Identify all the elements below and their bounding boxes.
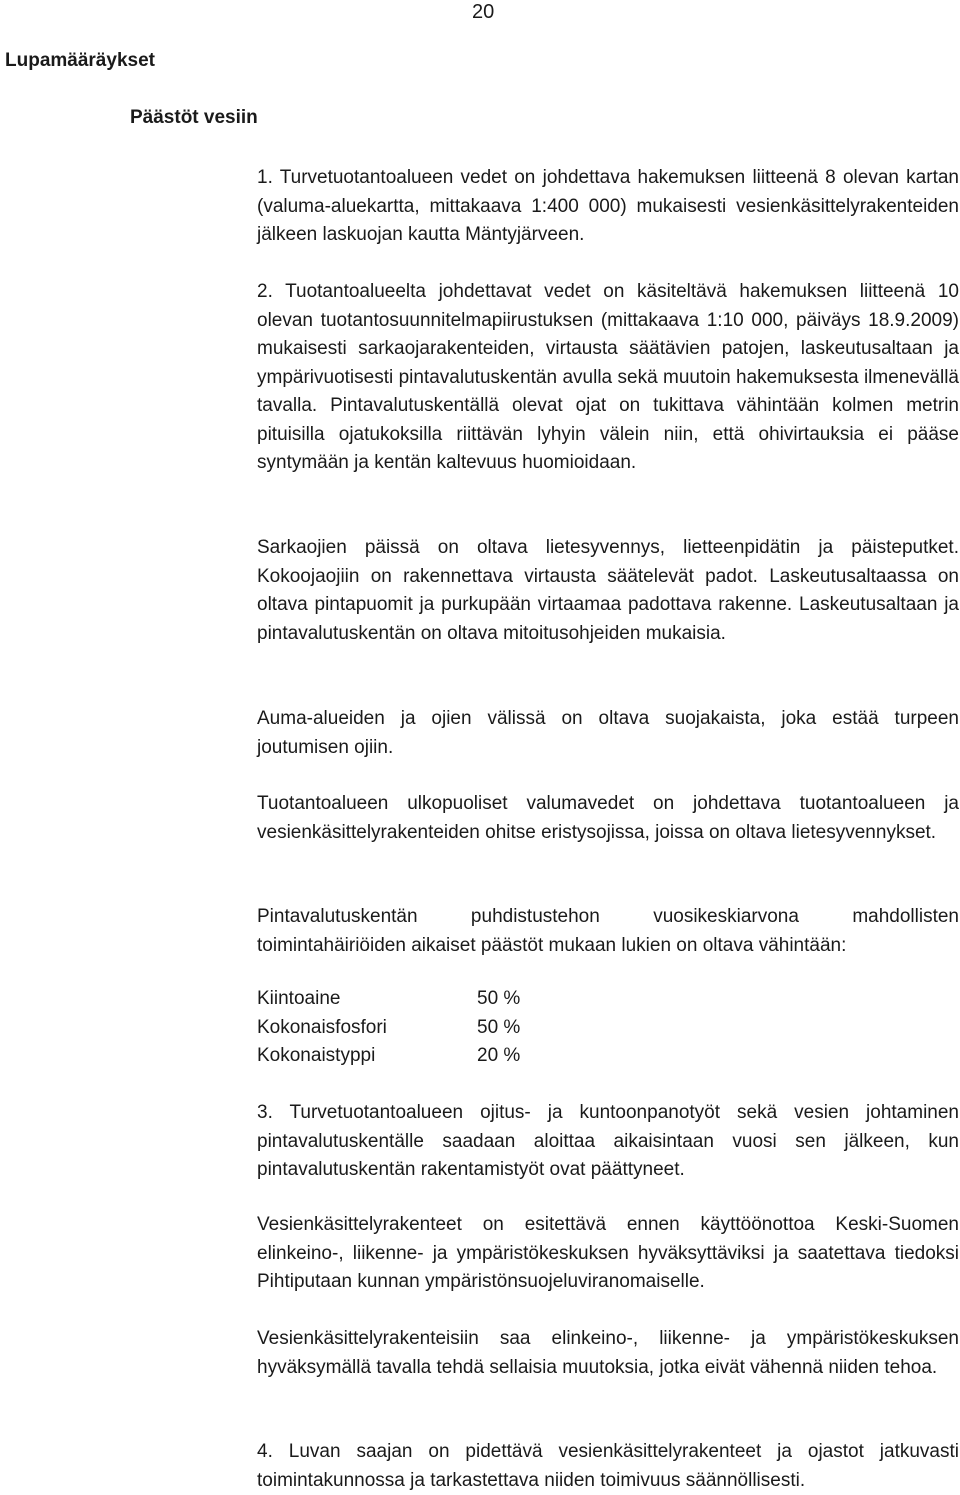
paragraph-10: 4. Luvan saajan on pidettävä vesienkäsittelyrakenteet ja ojastot jatkuvasti toimintakunnossa ja tarkastettava niiden toimivuus säännöllisesti. [257,1441,959,1491]
paragraph-7: 3. Turvetuotantoalueen ojitus- ja kuntoonpanotyöt sekä vesien johtaminen pintavalutuskentälle saadaan aloittaa aikaisintaan vuosi sen jälkeen, kun pintavalutuskentän rakentamistyöt ovat päättyneet. [257,1102,959,1180]
subsection-title: Päästöt vesiin [130,107,258,128]
parameter-label: Kokonaistyppi [257,1045,376,1066]
table-row [257,985,520,1014]
paragraph-6: Pintavalutuskentän puhdistustehon vuosikeskiarvona mahdollisten toimintahäiriöiden aikaiset päästöt mukaan lukien on oltava vähintään: [257,906,959,956]
removal-efficiency-table [257,985,520,1071]
paragraph-2: 2. Tuotantoalueelta johdettavat vedet on käsiteltävä hakemuksen liitteenä 10 olevan tuotantosuunnitelmapiirustuksen (mittakaava 1:10 000, päiväys 18.9.2009) mukaisesti sarkaojarakenteiden, virtausta säätävien patojen, laskeutusaltaan ja ympärivuotisesti pintavalutuskentän avulla sekä muutoin hakemuksesta ilmenevällä tavalla. Pintavalutuskentällä olevat ojat on tukittava vähintään kolmen metrin pituisilla ojatukoksilla riittävän lyhyin välein niin, että ohivirtauksia ei pääse syntymään ja kentän kaltevuus huomioidaan. [257,281,959,473]
paragraph-8: Vesienkäsittelyrakenteet on esitettävä ennen käyttöönottoa Keski-Suomen elinkeino-, liikenne- ja ympäristökeskuksen hyväksyttäviksi ja saatettava tiedoksi Pihtiputaan kunnan ympäristönsuojeluviranomaiselle. [257,1214,959,1292]
paragraph-1: 1. Turvetuotantoalueen vedet on johdettava hakemuksen liitteenä 8 olevan kartan (valuma-aluekartta, mittakaava 1:400 000) mukaisesti vesienkäsittelyrakenteiden jälkeen laskuojan kautta Mäntyjärveen. [257,167,959,245]
parameter-label: Kokonaisfosfori [257,1016,387,1038]
parameter-value: 20 % [477,1045,521,1066]
table-row [257,1042,520,1071]
table-row [257,1014,520,1043]
parameter-value: 50 % [477,988,521,1009]
paragraph-5: Tuotantoalueen ulkopuoliset valumavedet on johdettava tuotantoalueen ja vesienkäsittelyrakenteiden ohitse eristysojissa, joissa on oltava lietesyvennykset. [257,793,959,843]
section-title: Lupamääräykset [5,50,155,71]
parameter-label: Kiintoaine [257,988,341,1009]
paragraph-4: Auma-alueiden ja ojien välissä on oltava suojakaista, joka estää turpeen joutumisen ojiin. [257,708,959,758]
page-number: 20 [472,1,495,23]
paragraph-9: Vesienkäsittelyrakenteisiin saa elinkeino-, liikenne- ja ympäristökeskuksen hyväksymällä tavalla tehdä sellaisia muutoksia, jotka eivät vähennä niiden tehoa. [257,1328,959,1378]
paragraph-3: Sarkaojien päissä on oltava lietesyvennys, lietteenpidätin ja päisteputket. Kokoojaojiin on rakennettava virtausta säätelevät padot. Laskeutusaltaassa on oltava pintapuomit ja purkupään virtaamaa padottava rakenne. Laskeutusaltaan ja pintavalutuskentän on oltava mitoitusohjeiden mukaisia. [257,537,959,644]
parameter-value: 50 % [477,1016,521,1038]
